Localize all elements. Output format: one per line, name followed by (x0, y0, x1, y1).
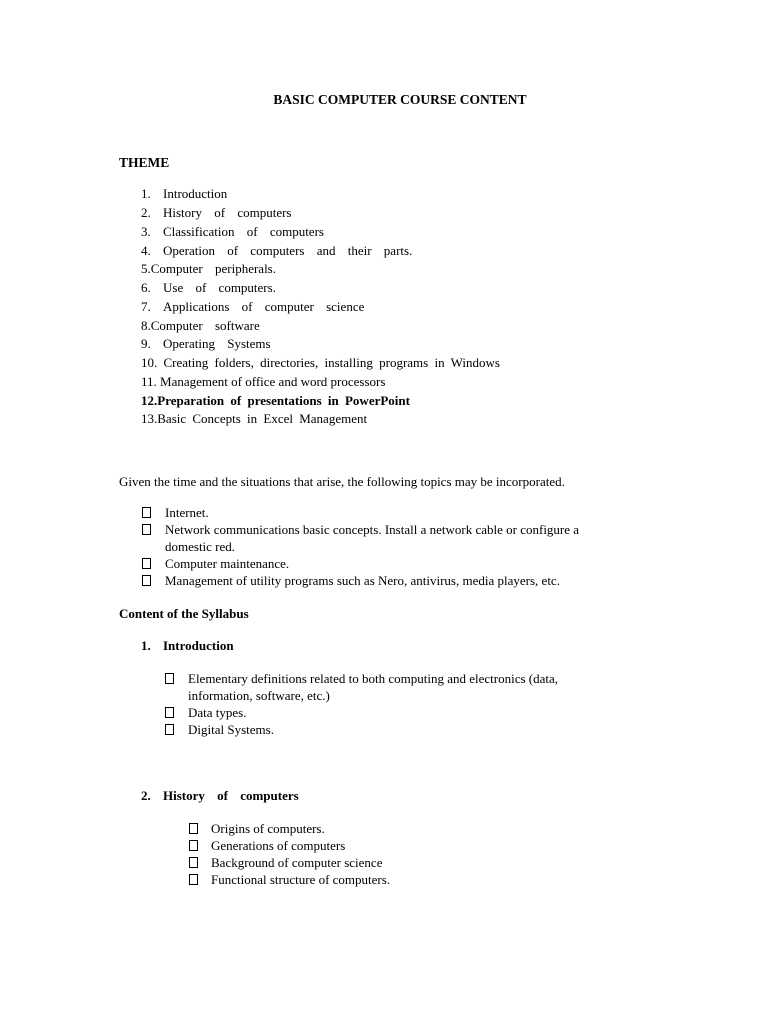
section-2-item: Background of computer science (211, 855, 383, 870)
section-1-heading: 1. Introduction (141, 638, 234, 653)
theme-item-3: 3. Classification of computers (141, 224, 324, 239)
theme-item-1: 1. Introduction (141, 186, 228, 201)
checkbox-bullet-icon (165, 707, 174, 718)
section-1-item: Elementary definitions related to both computing and electronics (data, (188, 671, 559, 686)
checkbox-bullet-icon (189, 840, 198, 851)
section-2-item: Origins of computers. (211, 821, 325, 836)
checkbox-bullet-icon (189, 857, 198, 868)
section-1-item: Digital Systems. (188, 722, 274, 737)
checkbox-bullet-icon (142, 558, 151, 569)
section-2-item: Functional structure of computers. (211, 872, 391, 887)
optional-topic: Internet. (165, 505, 209, 520)
theme-item-7: 7. Applications of computer science (141, 299, 365, 314)
section-2-item: Generations of computers (211, 838, 346, 853)
optional-topic: Computer maintenance. (165, 556, 290, 571)
syllabus-heading: Content of the Syllabus (119, 606, 249, 621)
checkbox-bullet-icon (142, 507, 151, 518)
document-title: BASIC COMPUTER COURSE CONTENT (273, 92, 527, 107)
checkbox-bullet-icon (189, 874, 198, 885)
theme-item-4: 4. Operation of computers and their parts. (141, 243, 413, 258)
checkbox-bullet-icon (142, 575, 151, 586)
checkbox-bullet-icon (142, 524, 151, 535)
theme-item-5: 5.Computer peripherals. (141, 261, 276, 276)
checkbox-bullet-icon (165, 673, 174, 684)
optional-topic: Management of utility programs such as Nero, antivirus, media players, etc. (165, 573, 560, 588)
optional-topic-continued: domestic red. (165, 539, 236, 554)
theme-item-9: 9. Operating Systems (141, 336, 271, 351)
theme-item-12: 12.Preparation of presentations in PowerPoint (141, 393, 410, 408)
section-2-heading: 2. History of computers (141, 788, 299, 803)
theme-heading: THEME (119, 155, 170, 170)
intro-paragraph: Given the time and the situations that arise, the following topics may be incorporated. (119, 474, 565, 489)
checkbox-bullet-icon (189, 823, 198, 834)
section-1-item-continued: information, software, etc.) (188, 688, 330, 703)
section-1-item: Data types. (188, 705, 247, 720)
theme-item-8: 8.Computer software (141, 318, 260, 333)
optional-topic: Network communications basic concepts. Install a network cable or configure a (165, 522, 580, 537)
theme-item-11: 11. Management of office and word processors (141, 374, 386, 389)
theme-item-10: 10. Creating folders, directories, installing programs in Windows (141, 355, 500, 370)
theme-item-6: 6. Use of computers. (141, 280, 276, 295)
theme-item-13: 13.Basic Concepts in Excel Management (141, 411, 368, 426)
theme-item-2: 2. History of computers (141, 205, 292, 220)
checkbox-bullet-icon (165, 724, 174, 735)
